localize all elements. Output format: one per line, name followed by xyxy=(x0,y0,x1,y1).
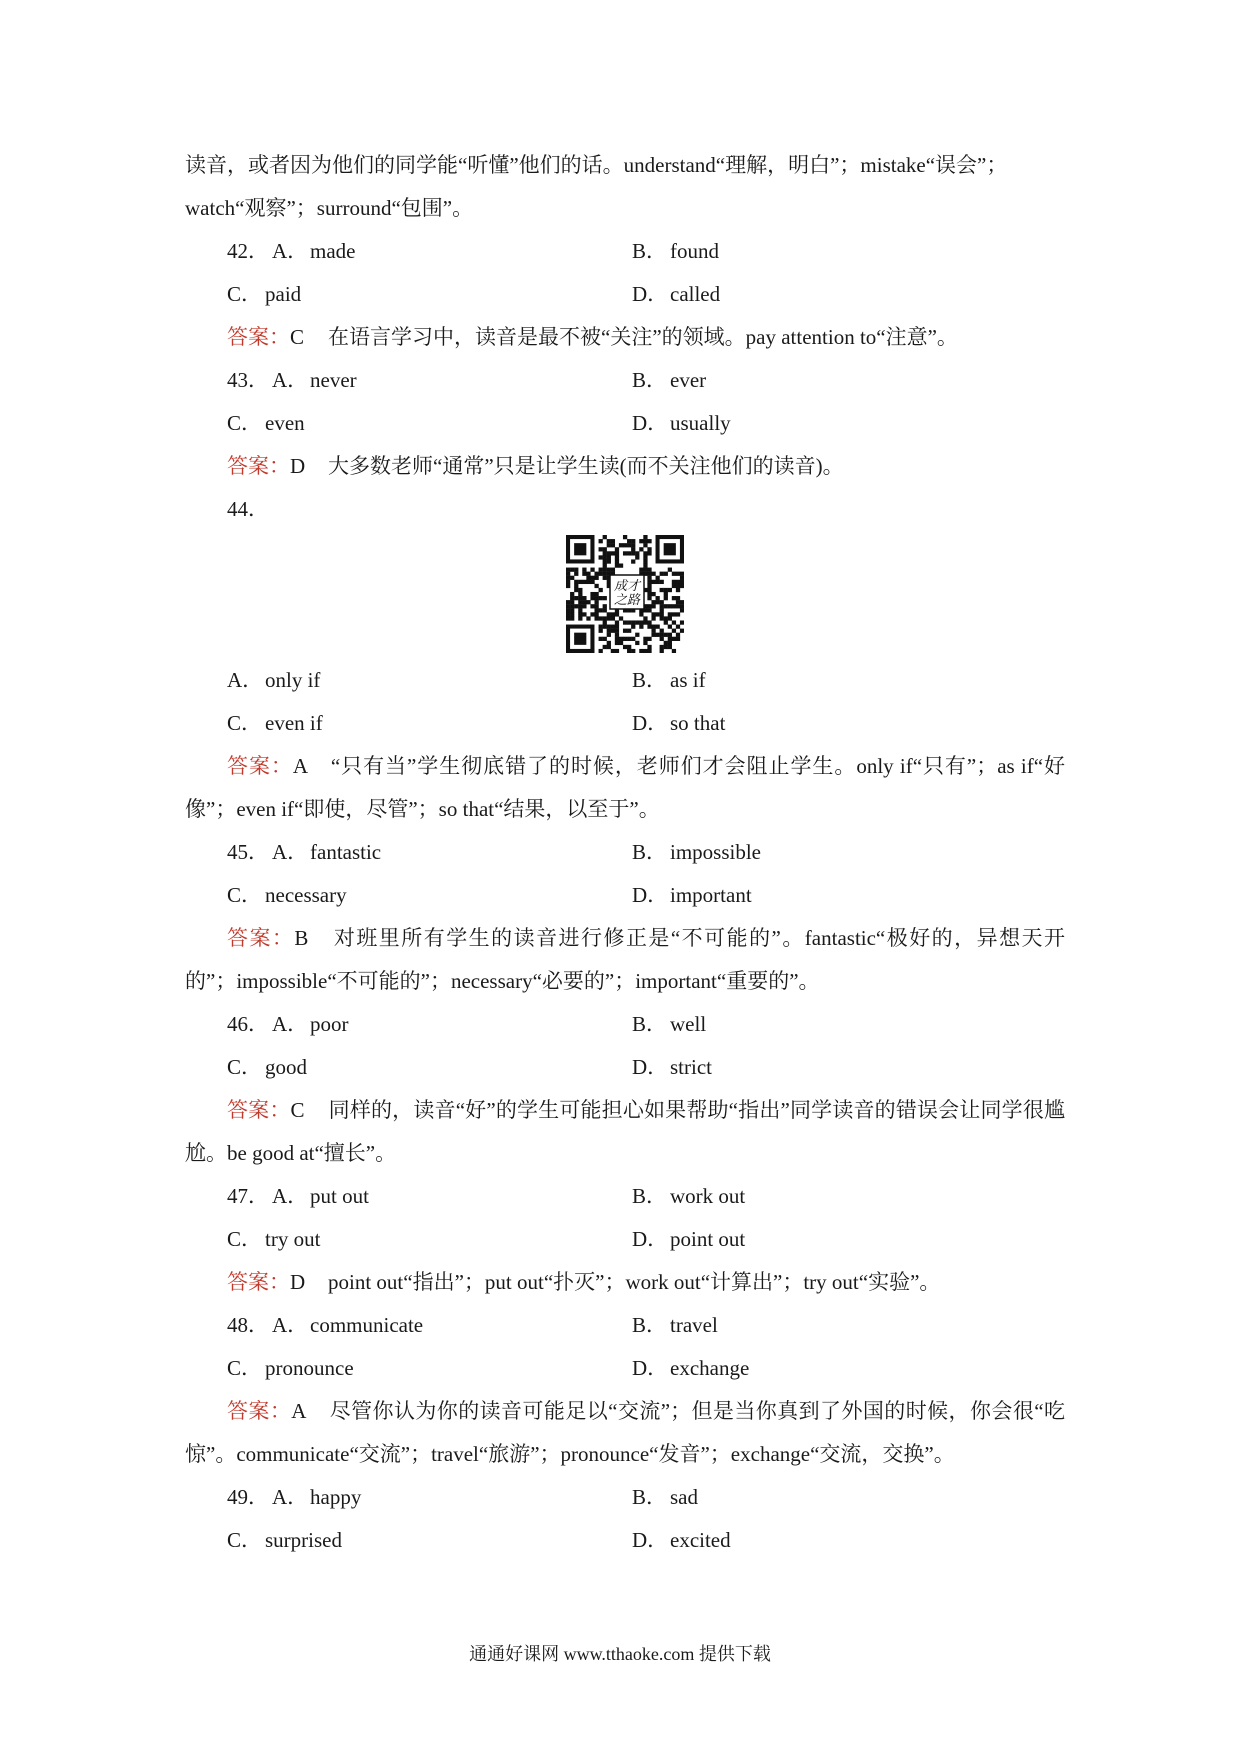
option-letter: A． xyxy=(272,239,309,263)
answer-key: D xyxy=(290,1270,306,1294)
option-a: communicate xyxy=(310,1313,424,1337)
answer-key: C xyxy=(290,325,305,349)
option-c: pronounce xyxy=(265,1356,354,1380)
question-number: 42． xyxy=(227,239,269,263)
answer-explanation: 大多数老师“通常”只是让学生读(而不关注他们的读音)。 xyxy=(328,454,844,478)
answer-label: 答案： xyxy=(227,1399,292,1423)
question-42-row-2 xyxy=(185,273,1065,316)
question-49-row-1 xyxy=(185,1476,1065,1519)
page-content xyxy=(185,144,1065,1562)
answer-explanation: 尽管你认为你的读音可能足以“交流”；但是当你真到了外国的时候，你会很“吃惊”。communicate“交流”；travel“旅游”；pronounce“发音”；exchange“交流，交换”。 xyxy=(185,1399,1065,1466)
option-b: sad xyxy=(670,1485,698,1509)
option-letter: D． xyxy=(632,1055,669,1079)
answer-47 xyxy=(185,1261,1065,1304)
answer-46 xyxy=(185,1089,1065,1175)
option-d: point out xyxy=(670,1227,746,1251)
answer-explanation: point out“指出”；put out“扑灭”；work out“计算出”；try out“实验”。 xyxy=(328,1270,941,1294)
option-letter: A． xyxy=(272,1485,309,1509)
option-letter: D． xyxy=(632,1356,669,1380)
question-44-number-row xyxy=(185,488,1065,531)
option-letter: C． xyxy=(227,1227,263,1251)
option-letter: D． xyxy=(632,411,669,435)
option-letter: B． xyxy=(632,368,668,392)
answer-42 xyxy=(185,316,1065,359)
question-42-row-1 xyxy=(185,230,1065,273)
option-a: happy xyxy=(310,1485,362,1509)
option-letter: A． xyxy=(272,1012,309,1036)
option-letter: B． xyxy=(632,1313,668,1337)
answer-label: 答案： xyxy=(227,454,290,478)
option-letter: D． xyxy=(632,1227,669,1251)
option-letter: C． xyxy=(227,711,263,735)
page-footer: 通通好课网 www.tthaoke.com 提供下载 xyxy=(469,1644,771,1664)
question-number: 47． xyxy=(227,1184,269,1208)
option-a: put out xyxy=(310,1184,369,1208)
option-b: impossible xyxy=(670,840,762,864)
option-c: even if xyxy=(265,711,323,735)
option-letter: B． xyxy=(632,1485,668,1509)
option-c: try out xyxy=(265,1227,321,1251)
question-number: 48． xyxy=(227,1313,269,1337)
option-letter: B． xyxy=(632,840,668,864)
option-d: strict xyxy=(670,1055,712,1079)
option-letter: B． xyxy=(632,239,668,263)
question-number: 46． xyxy=(227,1012,269,1036)
answer-label: 答案： xyxy=(227,926,295,950)
option-letter: C． xyxy=(227,1528,263,1552)
option-d: called xyxy=(670,282,721,306)
question-47-row-1 xyxy=(185,1175,1065,1218)
question-48-row-1 xyxy=(185,1304,1065,1347)
svg-text:之路: 之路 xyxy=(613,593,641,608)
option-c: even xyxy=(265,411,305,435)
answer-key: A xyxy=(291,1399,307,1423)
question-47-row-2 xyxy=(185,1218,1065,1261)
intro-line-1: 读音，或者因为他们的同学能“听懂”他们的话。understand“理解，明白”；mistake“误会”； xyxy=(185,153,1008,177)
question-46-row-1 xyxy=(185,1003,1065,1046)
option-letter: C． xyxy=(227,1356,263,1380)
option-letter: A． xyxy=(272,840,309,864)
option-d: so that xyxy=(670,711,726,735)
option-b: well xyxy=(670,1012,707,1036)
question-44-row-2 xyxy=(185,702,1065,745)
option-letter: C． xyxy=(227,1055,263,1079)
answer-label: 答案： xyxy=(227,325,290,349)
question-43-row-2 xyxy=(185,402,1065,445)
question-46-row-2 xyxy=(185,1046,1065,1089)
option-letter: A． xyxy=(272,1313,309,1337)
answer-explanation: 同样的，读音“好”的学生可能担心如果帮助“指出”同学读音的错误会让同学很尴尬。be good at“擅长”。 xyxy=(185,1098,1066,1165)
option-a: fantastic xyxy=(310,840,382,864)
option-a: only if xyxy=(265,668,321,692)
option-a: never xyxy=(310,368,357,392)
option-letter: D． xyxy=(632,883,669,907)
qr-code-image[interactable] xyxy=(566,535,684,653)
option-d: important xyxy=(670,883,752,907)
option-letter: C． xyxy=(227,411,263,435)
answer-label: 答案： xyxy=(227,1270,290,1294)
question-45-row-1 xyxy=(185,831,1065,874)
answer-45 xyxy=(185,917,1065,1003)
question-43-row-1 xyxy=(185,359,1065,402)
answer-48 xyxy=(185,1390,1065,1476)
option-letter: A． xyxy=(272,368,309,392)
option-b: travel xyxy=(670,1313,718,1337)
option-c: necessary xyxy=(265,883,347,907)
intro-line-2: watch“观察”；surround“包围”。 xyxy=(185,196,474,220)
answer-label: 答案： xyxy=(227,754,293,778)
option-letter: D． xyxy=(632,1528,669,1552)
question-49-row-2 xyxy=(185,1519,1065,1562)
option-b: as if xyxy=(670,668,706,692)
option-letter: B． xyxy=(632,1184,668,1208)
option-b: work out xyxy=(670,1184,746,1208)
option-b: ever xyxy=(670,368,707,392)
option-letter: A． xyxy=(227,668,264,692)
option-c: paid xyxy=(265,282,302,306)
option-letter: D． xyxy=(632,711,669,735)
answer-explanation: 对班里所有学生的读音进行修正是“不可能的”。fantastic“极好的，异想天开的”；impossible“不可能的”；necessary“必要的”；important“重要的”。 xyxy=(185,926,1066,993)
question-45-row-2 xyxy=(185,874,1065,917)
answer-44 xyxy=(185,745,1065,831)
question-number: 43． xyxy=(227,368,269,392)
option-a: made xyxy=(310,239,356,263)
option-c: good xyxy=(265,1055,307,1079)
answer-explanation: 在语言学习中，读音是最不被“关注”的领域。pay attention to“注意”。 xyxy=(328,325,958,349)
answer-label: 答案： xyxy=(227,1098,291,1122)
option-a: poor xyxy=(310,1012,349,1036)
option-b: found xyxy=(670,239,719,263)
question-48-row-2 xyxy=(185,1347,1065,1390)
option-letter: A． xyxy=(272,1184,309,1208)
option-c: surprised xyxy=(265,1528,342,1552)
qr-code-block xyxy=(185,531,1065,659)
option-d: excited xyxy=(670,1528,731,1552)
question-44-row-1 xyxy=(185,659,1065,702)
answer-43 xyxy=(185,445,1065,488)
option-letter: B． xyxy=(632,1012,668,1036)
svg-text:成才: 成才 xyxy=(613,579,641,594)
option-letter: D． xyxy=(632,282,669,306)
option-d: usually xyxy=(670,411,731,435)
option-letter: C． xyxy=(227,282,263,306)
question-number: 49． xyxy=(227,1485,269,1509)
answer-key: A xyxy=(292,754,309,778)
answer-key: D xyxy=(290,454,306,478)
answer-key: B xyxy=(294,926,309,950)
option-letter: B． xyxy=(632,668,668,692)
question-number: 44． xyxy=(227,497,269,521)
option-d: exchange xyxy=(670,1356,750,1380)
question-number: 45． xyxy=(227,840,269,864)
answer-explanation: “只有当”学生彻底错了的时候，老师们才会阻止学生。only if“只有”；as if“好像”；even if“即使，尽管”；so that“结果，以至于”。 xyxy=(185,754,1065,821)
answer-key: C xyxy=(290,1098,305,1122)
option-letter: C． xyxy=(227,883,263,907)
